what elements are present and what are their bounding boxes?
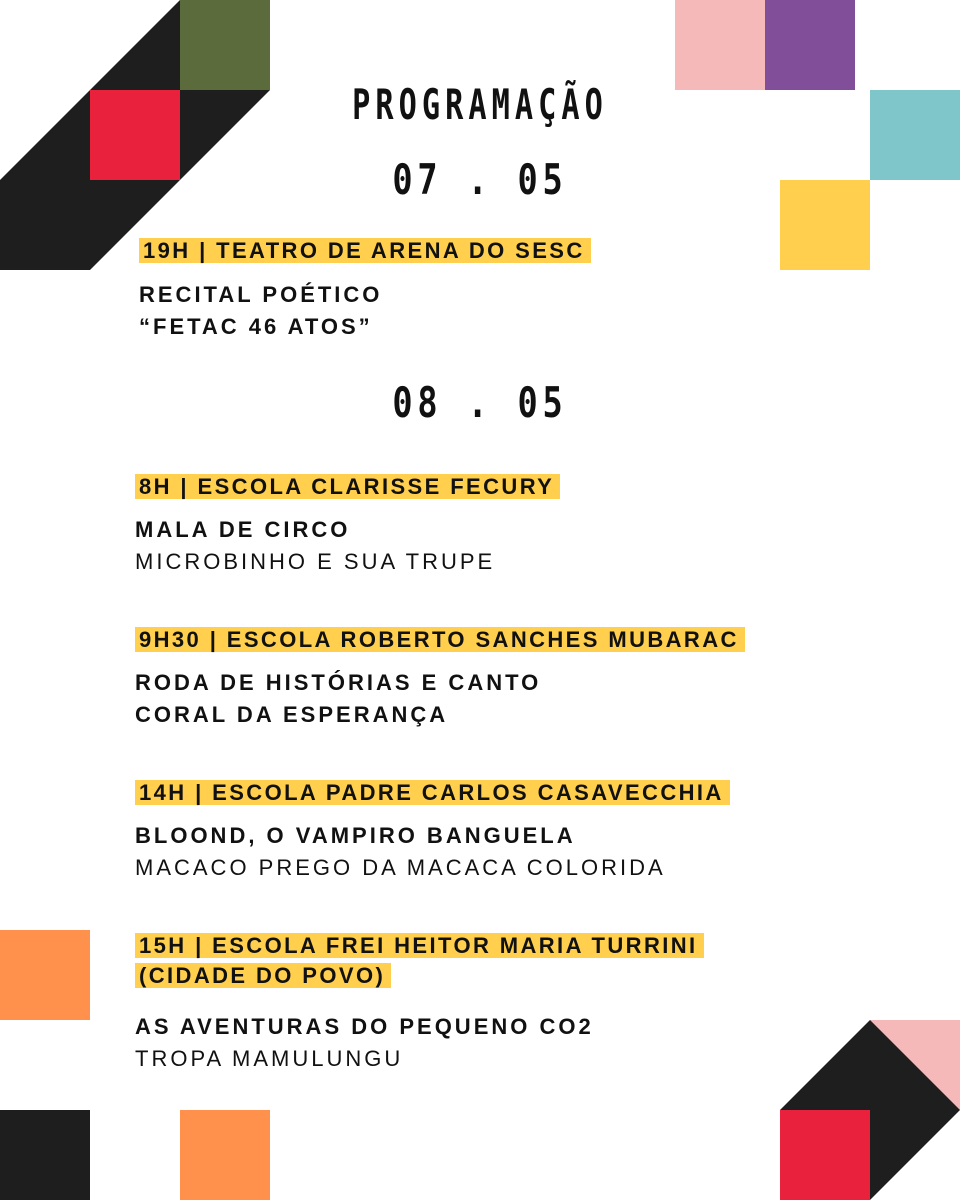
bottom-right-geometric-decoration [780,1020,960,1200]
event-title: MALA DE CIRCO [135,517,351,542]
red-square-corner [780,1110,870,1200]
purple-square [765,0,855,90]
highlighted-time-place: 19H | TEATRO DE ARENA DO SESC [139,238,591,263]
event-time-place [135,472,935,502]
event-performer: MACACO PREGO DA MACACA COLORIDA [135,855,666,880]
orange-square-left [0,930,90,1020]
event-time-place [135,778,935,808]
event-item [135,931,795,1075]
highlighted-time-place: 9H30 | ESCOLA ROBERTO SANCHES MUBARAC [135,627,745,652]
teal-square [870,90,960,180]
event-item [135,472,935,578]
highlighted-time-place: 15H | ESCOLA FREI HEITOR MARIA TURRINI (CIDADE DO POVO) [135,933,704,988]
event-title: BLOOND, O VAMPIRO BANGUELA [135,823,576,848]
event-time-place [135,931,795,991]
highlighted-time-place: 14H | ESCOLA PADRE CARLOS CASAVECCHIA [135,780,730,805]
event-title: RECITAL POÉTICO [139,282,383,307]
date-heading-1: 07 . 05 [392,155,568,204]
black-square-bottom-left [0,1110,90,1200]
event-performer: TROPA MAMULUNGU [135,1046,404,1071]
olive-square [180,0,270,90]
highlighted-time-place: 8H | ESCOLA CLARISSE FECURY [135,474,560,499]
page-title: PROGRAMAÇÃO [352,80,608,129]
orange-square-bottom [180,1110,270,1200]
event-subtitle: “FETAC 46 ATOS” [139,314,373,339]
event-performer: MICROBINHO E SUA TRUPE [135,549,496,574]
top-left-geometric-decoration [0,0,270,270]
pink-square [675,0,765,90]
event-time-place [135,625,935,655]
event-item [139,236,939,343]
event-item [135,778,935,884]
event-performer: CORAL DA ESPERANÇA [135,702,449,727]
event-item [135,625,935,731]
event-title: AS AVENTURAS DO PEQUENO CO2 [135,1014,594,1039]
event-time-place [139,236,939,266]
date-heading-2: 08 . 05 [392,378,568,427]
event-title: RODA DE HISTÓRIAS E CANTO [135,670,542,695]
